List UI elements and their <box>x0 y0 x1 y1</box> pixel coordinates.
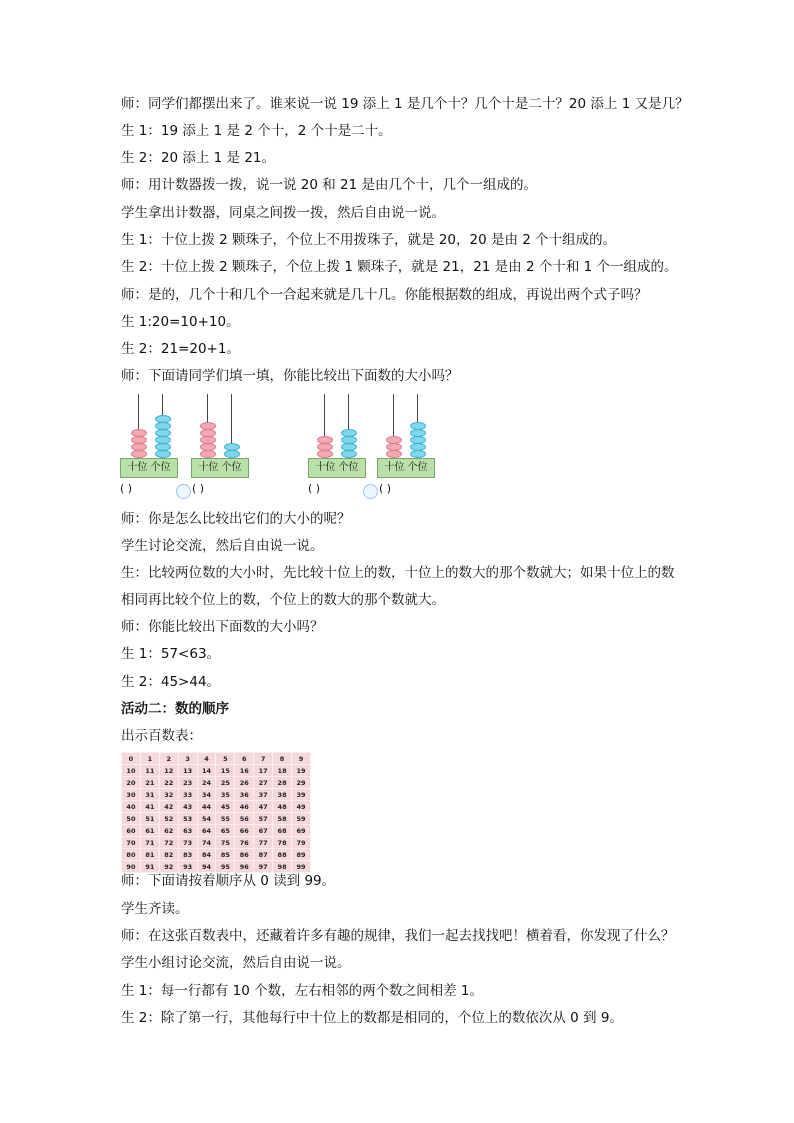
table-cell: 71 <box>140 837 159 849</box>
table-cell: 29 <box>292 777 311 789</box>
table-cell: 2 <box>159 753 178 765</box>
table-row <box>122 801 311 813</box>
abacus-base: 十位 个位 <box>120 458 178 478</box>
table-cell: 93 <box>178 861 197 873</box>
table-cell: 61 <box>140 825 159 837</box>
text-line: 生 1：每一行都有 10 个数，左右相邻的两个数之间相差 1。 <box>121 983 484 999</box>
table-cell: 41 <box>140 801 159 813</box>
table-cell: 91 <box>140 861 159 873</box>
text-line: 生 1：十位上拨 2 颗珠子，个位上不用拨珠子，就是 20，20 是由 2 个十组成的。 <box>121 232 617 248</box>
table-cell: 47 <box>254 801 273 813</box>
table-cell: 59 <box>292 813 311 825</box>
abacus-4 <box>377 394 435 479</box>
text-line: 学生齐读。 <box>121 901 189 917</box>
table-cell: 9 <box>292 753 311 765</box>
compare-circle[interactable] <box>363 484 378 499</box>
table-row <box>122 777 311 789</box>
text-line: 学生小组讨论交流，然后自由说一说。 <box>121 955 351 971</box>
table-row <box>122 849 311 861</box>
table-cell: 3 <box>178 753 197 765</box>
table-cell: 95 <box>216 861 235 873</box>
text-line: 相同再比较个位上的数，个位上的数大的那个数就大。 <box>121 592 445 608</box>
compare-circle[interactable] <box>176 484 191 499</box>
table-cell: 98 <box>273 861 292 873</box>
text-line: 生 2：20 添上 1 是 21。 <box>121 150 275 166</box>
table-cell: 99 <box>292 861 311 873</box>
table-cell: 88 <box>273 849 292 861</box>
table-cell: 50 <box>122 813 141 825</box>
table-cell: 39 <box>292 789 311 801</box>
table-cell: 54 <box>197 813 216 825</box>
text-line: 出示百数表： <box>121 728 202 744</box>
text-line: 生 1:20=10+10。 <box>121 314 240 330</box>
table-cell: 17 <box>254 765 273 777</box>
table-cell: 70 <box>122 837 141 849</box>
table-cell: 62 <box>159 825 178 837</box>
table-cell: 83 <box>178 849 197 861</box>
abacus-base: 十位 个位 <box>308 458 366 478</box>
table-cell: 58 <box>273 813 292 825</box>
table-cell: 10 <box>122 765 141 777</box>
table-cell: 26 <box>235 777 254 789</box>
table-cell: 43 <box>178 801 197 813</box>
table-cell: 38 <box>273 789 292 801</box>
table-cell: 36 <box>235 789 254 801</box>
hundred-table <box>121 752 311 873</box>
table-cell: 45 <box>216 801 235 813</box>
table-cell: 21 <box>140 777 159 789</box>
table-cell: 96 <box>235 861 254 873</box>
table-cell: 89 <box>292 849 311 861</box>
text-line: 学生讨论交流，然后自由说一说。 <box>121 538 324 554</box>
text-line: 师：下面请按着顺序从 0 读到 99。 <box>121 873 336 889</box>
table-cell: 25 <box>216 777 235 789</box>
table-row <box>122 837 311 849</box>
table-cell: 66 <box>235 825 254 837</box>
table-cell: 85 <box>216 849 235 861</box>
table-cell: 24 <box>197 777 216 789</box>
table-cell: 94 <box>197 861 216 873</box>
table-cell: 34 <box>197 789 216 801</box>
table-cell: 18 <box>273 765 292 777</box>
table-cell: 82 <box>159 849 178 861</box>
text-line: 师：是的，几个十和几个一合起来就是几十几。你能根据数的组成，再说出两个式子吗？ <box>121 287 648 303</box>
table-cell: 55 <box>216 813 235 825</box>
table-cell: 56 <box>235 813 254 825</box>
table-cell: 7 <box>254 753 273 765</box>
text-line: 生 1：19 添上 1 是 2 个十，2 个十是二十。 <box>121 123 392 139</box>
section-heading: 活动二：数的顺序 <box>121 701 229 717</box>
table-cell: 67 <box>254 825 273 837</box>
text-line: 师：下面请同学们填一填，你能比较出下面数的大小吗？ <box>121 368 459 384</box>
table-cell: 35 <box>216 789 235 801</box>
table-cell: 40 <box>122 801 141 813</box>
table-cell: 11 <box>140 765 159 777</box>
table-cell: 44 <box>197 801 216 813</box>
answer-blank[interactable]: ( ) <box>192 482 205 495</box>
table-cell: 79 <box>292 837 311 849</box>
text-line: 生 1：57<63。 <box>121 646 221 662</box>
table-cell: 28 <box>273 777 292 789</box>
table-row <box>122 765 311 777</box>
table-cell: 1 <box>140 753 159 765</box>
table-row <box>122 861 311 873</box>
text-line: 师：在这张百数表中，还藏着许多有趣的规律，我们一起去找找吧！横着看，你发现了什么？ <box>121 928 675 944</box>
table-cell: 33 <box>178 789 197 801</box>
table-cell: 77 <box>254 837 273 849</box>
table-cell: 31 <box>140 789 159 801</box>
text-line: 师：你是怎么比较出它们的大小的呢？ <box>121 511 351 527</box>
text-line: 生 2：除了第一行，其他每行中十位上的数都是相同的，个位上的数依次从 0 到 9。 <box>121 1010 623 1026</box>
table-cell: 72 <box>159 837 178 849</box>
table-cell: 97 <box>254 861 273 873</box>
abacus-2 <box>191 394 249 479</box>
table-row <box>122 825 311 837</box>
table-cell: 32 <box>159 789 178 801</box>
table-cell: 46 <box>235 801 254 813</box>
table-cell: 57 <box>254 813 273 825</box>
table-cell: 73 <box>178 837 197 849</box>
table-cell: 92 <box>159 861 178 873</box>
table-cell: 5 <box>216 753 235 765</box>
table-cell: 78 <box>273 837 292 849</box>
table-cell: 23 <box>178 777 197 789</box>
abacus-base: 十位 个位 <box>191 458 249 478</box>
text-line: 师：用计数器拨一拨，说一说 20 和 21 是由几个十，几个一组成的。 <box>121 177 538 193</box>
abacus-base: 十位 个位 <box>377 458 435 478</box>
table-cell: 27 <box>254 777 273 789</box>
table-cell: 53 <box>178 813 197 825</box>
answer-blank[interactable]: ( ) <box>120 482 133 495</box>
abacus-3 <box>308 394 366 479</box>
text-line: 生 2：45>44。 <box>121 674 221 690</box>
answer-blank[interactable]: ( ) <box>308 482 321 495</box>
table-cell: 51 <box>140 813 159 825</box>
table-cell: 8 <box>273 753 292 765</box>
text-line: 师：你能比较出下面数的大小吗？ <box>121 619 324 635</box>
table-cell: 49 <box>292 801 311 813</box>
table-cell: 69 <box>292 825 311 837</box>
table-cell: 90 <box>122 861 141 873</box>
text-line: 师：同学们都摆出来了。谁来说一说 19 添上 1 是几个十？几个十是二十？20 添上 1 又是几？ <box>121 96 689 112</box>
table-cell: 64 <box>197 825 216 837</box>
table-cell: 19 <box>292 765 311 777</box>
abacus-1 <box>120 394 178 479</box>
table-cell: 48 <box>273 801 292 813</box>
table-cell: 76 <box>235 837 254 849</box>
abacus-figure <box>118 394 448 499</box>
table-cell: 13 <box>178 765 197 777</box>
table-cell: 30 <box>122 789 141 801</box>
table-cell: 68 <box>273 825 292 837</box>
table-cell: 0 <box>122 753 141 765</box>
table-cell: 74 <box>197 837 216 849</box>
text-line: 生 2：十位上拨 2 颗珠子，个位上拨 1 颗珠子，就是 21，21 是由 2 个十和 1 个一组成的。 <box>121 259 678 275</box>
table-cell: 20 <box>122 777 141 789</box>
table-row <box>122 813 311 825</box>
table-row <box>122 789 311 801</box>
text-line: 生 2：21=20+1。 <box>121 341 240 357</box>
table-row <box>122 753 311 765</box>
table-cell: 86 <box>235 849 254 861</box>
table-cell: 63 <box>178 825 197 837</box>
table-cell: 16 <box>235 765 254 777</box>
table-cell: 22 <box>159 777 178 789</box>
table-cell: 4 <box>197 753 216 765</box>
table-cell: 60 <box>122 825 141 837</box>
answer-blank[interactable]: ( ) <box>379 482 392 495</box>
table-cell: 42 <box>159 801 178 813</box>
table-cell: 52 <box>159 813 178 825</box>
table-cell: 81 <box>140 849 159 861</box>
table-cell: 84 <box>197 849 216 861</box>
table-cell: 12 <box>159 765 178 777</box>
table-cell: 80 <box>122 849 141 861</box>
text-line: 学生拿出计数器，同桌之间拨一拨，然后自由说一说。 <box>121 205 445 221</box>
table-cell: 75 <box>216 837 235 849</box>
table-cell: 65 <box>216 825 235 837</box>
text-line: 生：比较两位数的大小时，先比较十位上的数，十位上的数大的那个数就大；如果十位上的数 <box>121 565 675 581</box>
table-cell: 15 <box>216 765 235 777</box>
table-cell: 14 <box>197 765 216 777</box>
table-cell: 37 <box>254 789 273 801</box>
table-cell: 6 <box>235 753 254 765</box>
table-cell: 87 <box>254 849 273 861</box>
